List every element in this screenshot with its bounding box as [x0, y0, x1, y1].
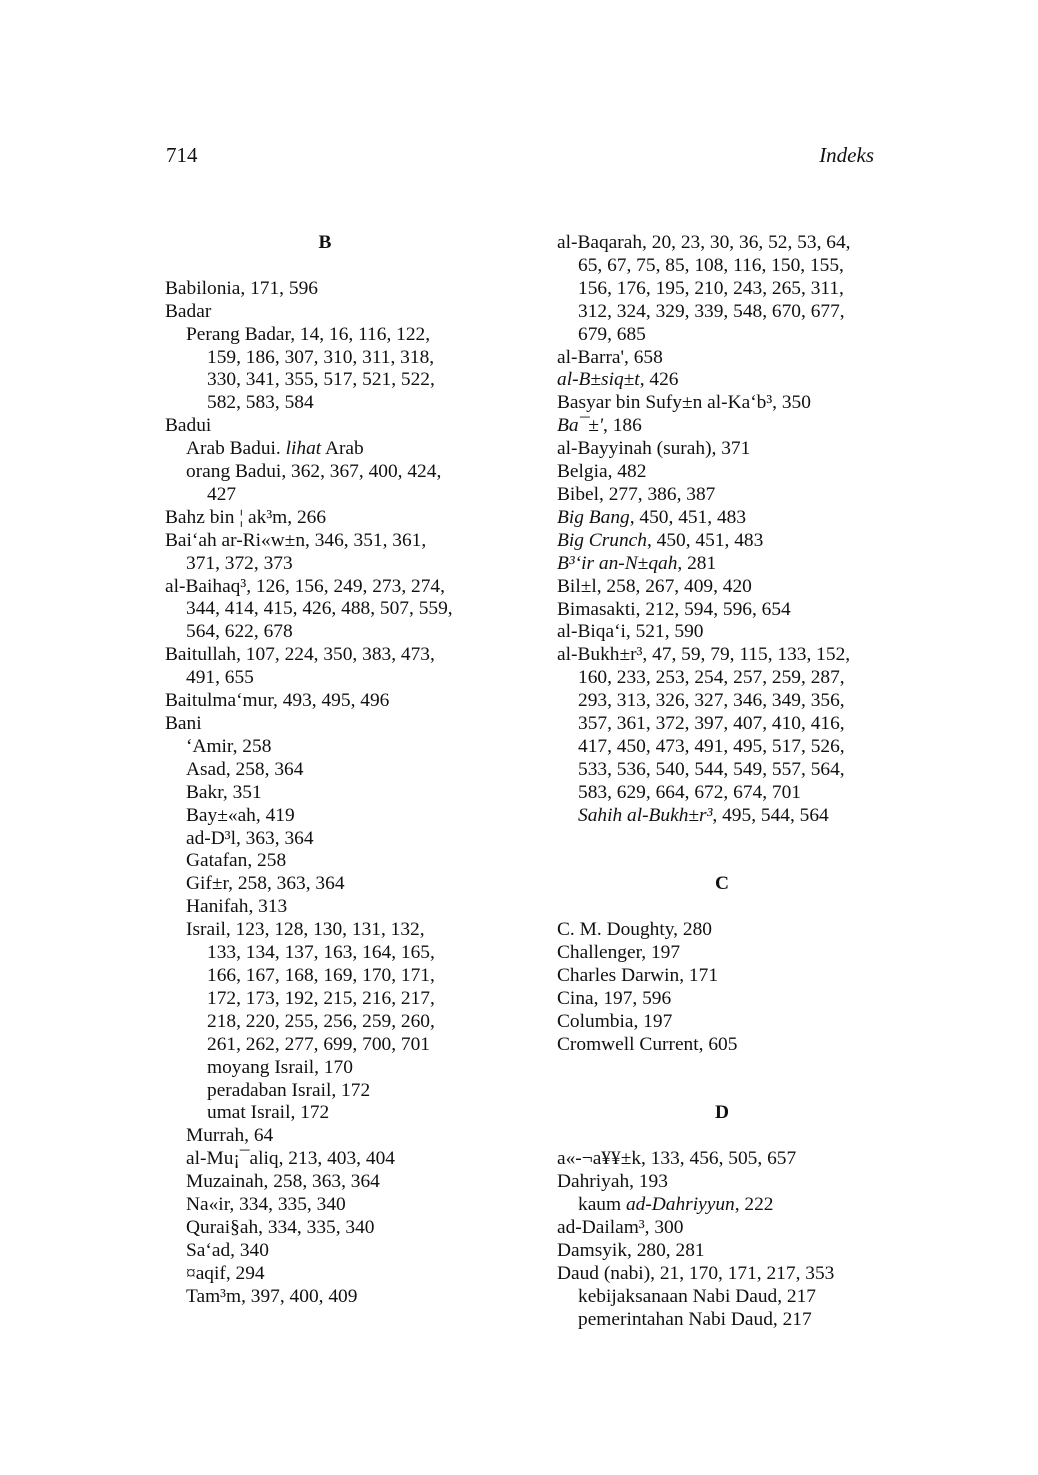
page-number: 714 [166, 143, 198, 167]
index-entry: Charles Darwin, 171 [557, 964, 719, 986]
index-subentry: Tam³m, 397, 400, 409 [186, 1285, 358, 1307]
index-entry: Bibel, 277, 386, 387 [557, 483, 716, 505]
index-subentry: Qurai§ah, 334, 335, 340 [186, 1216, 375, 1238]
index-subentry: Murrah, 64 [186, 1125, 274, 1147]
index-entry: Bai‘ah ar-Ri«w±n, 346, 351, 361, 371, 372, 373 [165, 529, 427, 574]
index-entry: Dahriyah, 193 [557, 1171, 668, 1193]
index-entry: Bil±l, 258, 267, 409, 420 [557, 575, 752, 597]
index-subentry: kaum ad-Dahriyyun, 222 [578, 1193, 774, 1215]
index-subentry: kebijaksanaan Nabi Daud, 217 [578, 1285, 816, 1307]
spacer [165, 255, 485, 278]
index-subentry: umat Israil, 172 [207, 1102, 330, 1124]
index-entry: ad-Dailam³, 300 [557, 1216, 684, 1238]
index-entry: B³‘ir an-N±qah, 281 [557, 552, 717, 574]
index-entry: Belgia, 482 [557, 461, 647, 483]
index-subentry: pemerintahan Nabi Daud, 217 [578, 1308, 812, 1330]
index-entry: al-Barra', 658 [557, 346, 663, 368]
index-entry: al-Baihaq³, 126, 156, 249, 273, 274, 344, 414, 415, 426, 488, 507, 559, 564, 622, 678 [165, 575, 453, 643]
section-letter: C [714, 873, 729, 895]
index-entry: Bahz bin ¦ ak³m, 266 [165, 506, 327, 528]
index-entry: Cina, 197, 596 [557, 987, 672, 1009]
index-entry: Baitulma‘mur, 493, 495, 496 [165, 690, 390, 712]
index-subentry: Hanifah, 313 [186, 896, 288, 918]
index-subentry: Israil, 123, 128, 130, 131, 132, 133, 134, 137, 163, 164, 165, 166, 167, 168, 169, 170, 171, 172, 173, 192, 215, 216, 217, 218, 220, 255, 256, 259, 260, 261, 262, 277, 699, 700, 701 [186, 919, 435, 1055]
index-entry: Bimasakti, 212, 594, 596, 654 [557, 598, 791, 620]
index-subentry: Arab Badui. lihat Arab [186, 438, 364, 460]
index-entry: al-Baqarah, 20, 23, 30, 36, 52, 53, 64, 65, 67, 75, 85, 108, 116, 150, 155, 156, 176, 195, 210, 243, 265, 311, 312, 324, 329, 339, 548, 670, 677, 679, 685 [557, 232, 851, 345]
index-entry: Baitullah, 107, 224, 350, 383, 473, 491, 655 [165, 644, 435, 689]
spacer [557, 896, 887, 919]
index-subentry: moyang Israil, 170 [207, 1056, 353, 1078]
index-subentry: Perang Badar, 14, 16, 116, 122, 159, 186, 307, 310, 311, 318, 330, 341, 355, 517, 521, 522, 582, 583, 584 [186, 323, 435, 414]
index-subentry: orang Badui, 362, 367, 400, 424, 427 [186, 461, 442, 505]
index-entry: Daud (nabi), 21, 170, 171, 217, 353 [557, 1262, 835, 1284]
index-entry: al-Biqa‘i, 521, 590 [557, 621, 704, 643]
index-subentry: ‘Amir, 258 [186, 735, 272, 757]
section-letter: D [714, 1102, 729, 1124]
index-subentry: Na«ir, 334, 335, 340 [186, 1194, 346, 1216]
index-entry: Badui [165, 415, 212, 437]
index-subentry: ad-D³l, 363, 364 [186, 827, 314, 849]
index-entry: Babilonia, 171, 596 [165, 277, 318, 299]
index-subentry: peradaban Israil, 172 [207, 1079, 371, 1101]
index-subentry: Asad, 258, 364 [186, 758, 304, 780]
index-entry: a«-¬a¥¥±k, 133, 456, 505, 657 [557, 1148, 797, 1170]
index-entry: al-Bayyinah (surah), 371 [557, 438, 751, 460]
index-entry: C. M. Doughty, 280 [557, 919, 712, 941]
index-subentry: Gif±r, 258, 363, 364 [186, 873, 345, 895]
index-entry: Challenger, 197 [557, 942, 681, 964]
index-column-right [557, 232, 887, 1331]
index-entry: Columbia, 197 [557, 1010, 673, 1032]
running-title: Indeks [819, 143, 874, 167]
section-spacer [557, 828, 887, 874]
index-entry: Cromwell Current, 605 [557, 1033, 738, 1055]
index-subentry: Bay±«ah, 419 [186, 804, 295, 826]
index-entry: Damsyik, 280, 281 [557, 1239, 705, 1261]
index-subentry: Muzainah, 258, 363, 364 [186, 1171, 380, 1193]
section-spacer [557, 1057, 887, 1103]
index-entry: Basyar bin Sufy±n al-Ka‘b³, 350 [557, 392, 811, 414]
index-column-left [165, 232, 485, 1309]
index-entry: Ba¯±', 186 [557, 415, 642, 437]
section-letter: B [318, 232, 332, 253]
index-entry: Bani [165, 713, 202, 734]
index-subentry: Sahih al-Bukh±r³, 495, 544, 564 [578, 804, 829, 826]
index-entry: al-B±siq±t, 426 [557, 369, 679, 391]
index-subentry: ¤aqif, 294 [186, 1262, 265, 1284]
index-subentry: Sa‘ad, 340 [186, 1239, 269, 1261]
index-entry: Big Crunch, 450, 451, 483 [557, 529, 764, 551]
spacer [557, 1125, 887, 1148]
index-entry: Badar [165, 300, 212, 322]
index-entry: Big Bang, 450, 451, 483 [557, 506, 747, 528]
index-entry: al-Bukh±r³, 47, 59, 79, 115, 133, 152, 160, 233, 253, 254, 257, 259, 287, 293, 313, 326, 327, 346, 349, 356, 357, 361, 372, 397, 407, 410, 416, 417, 450, 473, 491, 495, 517, 526, 533, 536, 540, 544, 549, 557, 564, 583, 629, 664, 672, 674, 701 [557, 644, 851, 803]
index-subentry: al-Mu¡¯aliq, 213, 403, 404 [186, 1148, 395, 1170]
index-subentry: Bakr, 351 [186, 781, 262, 803]
index-subentry: Gatafan, 258 [186, 850, 287, 872]
